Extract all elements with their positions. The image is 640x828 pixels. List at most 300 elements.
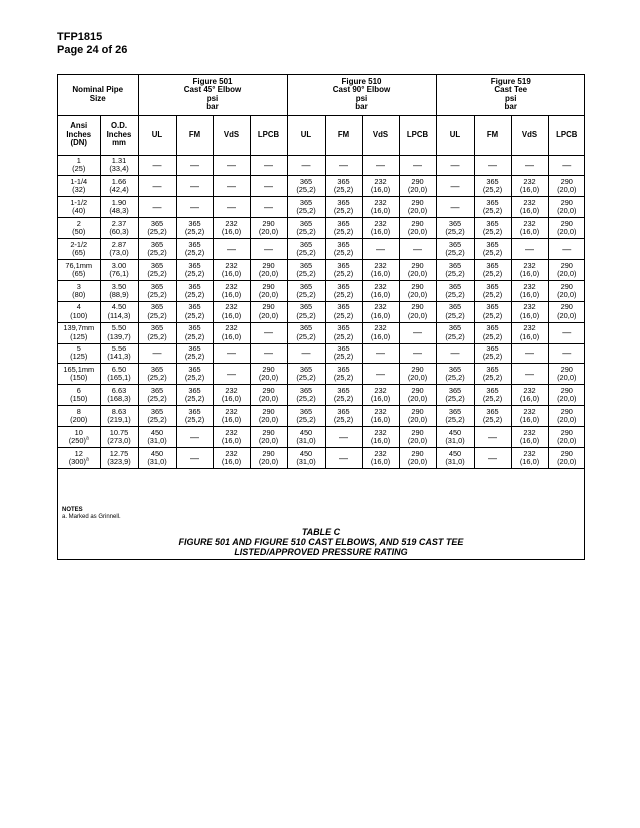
cell-line: 365 (486, 281, 499, 291)
cell-line: 365 (448, 406, 462, 416)
rating-cell (287, 364, 325, 385)
cell-line: (65) (72, 248, 86, 257)
cell-line: 232 (374, 302, 387, 312)
od-cell (100, 176, 138, 197)
figure-group-header (436, 75, 585, 115)
header-row-columns (58, 115, 585, 155)
rating-cell (362, 197, 399, 218)
cell-line: 290 (262, 406, 275, 416)
cell-line: 365 (188, 344, 201, 354)
cell-line: (25,2) (184, 248, 205, 257)
cell-line: (16,0) (370, 331, 391, 341)
rating-cell (399, 176, 436, 197)
cell-line: (16,0) (221, 268, 242, 278)
cell-line: 365 (448, 365, 462, 375)
cell-line: (25,2) (333, 331, 354, 341)
rating-cell: — (399, 155, 436, 176)
cell-line: 232 (523, 177, 536, 187)
cell-line: 365 (448, 281, 462, 291)
cell-line: (20,0) (557, 456, 577, 466)
cell-line: (20,0) (557, 373, 577, 383)
rating-cell (325, 301, 362, 322)
cell-line: (25,2) (482, 268, 503, 278)
approval-header: VdS (213, 115, 250, 155)
cell-line: (20,0) (407, 310, 428, 320)
cell-line: 365 (150, 386, 164, 396)
cell-line: 232 (225, 323, 238, 333)
rating-cell (287, 427, 325, 448)
cell-line: 232 (523, 218, 536, 228)
rating-cell (250, 259, 287, 280)
table-row (58, 343, 585, 364)
cell-line: 290 (411, 302, 424, 312)
cell-line: 3 (76, 281, 81, 291)
cell-line: (25,2) (445, 415, 465, 425)
rating-cell (362, 259, 399, 280)
cell-line: (25,2) (296, 185, 316, 195)
cell-line: 365 (486, 386, 499, 396)
rating-cell: — (511, 155, 548, 176)
footnote-marker: a (85, 435, 89, 442)
rating-cell (474, 259, 511, 280)
cell-line: (25,2) (296, 310, 316, 320)
rating-cell (325, 343, 362, 364)
cell-line: (273,0) (107, 436, 131, 446)
cell-line: 365 (337, 365, 350, 375)
table-caption (58, 527, 584, 557)
cell-line: (16,0) (519, 394, 540, 404)
cell-line: 6.50 (111, 365, 127, 375)
cell-line: (25,2) (184, 289, 205, 299)
rating-cell (213, 280, 250, 301)
approval-header: LPCB (250, 115, 287, 155)
table-row (58, 239, 585, 260)
cell-line: 365 (337, 344, 350, 354)
cell-line: 450 (448, 427, 462, 437)
ansi-size-cell (58, 155, 100, 176)
cell-line: 232 (225, 427, 238, 437)
rating-cell (213, 447, 250, 468)
cell-line: (20,0) (407, 394, 428, 404)
cell-line: (20,0) (557, 415, 577, 425)
footnote-marker: a (85, 456, 89, 463)
rating-cell (436, 385, 474, 406)
rating-cell (548, 197, 585, 218)
nominal-header-line: Size (89, 93, 106, 103)
cell-line: 232 (374, 427, 387, 437)
cell-line: (32) (72, 185, 86, 195)
cell-line: (25,2) (482, 185, 503, 195)
cell-line: 232 (225, 406, 238, 416)
cell-line: (16,0) (519, 289, 540, 299)
rating-cell (399, 427, 436, 448)
rating-cell (474, 322, 511, 343)
cell-line: 290 (560, 281, 573, 291)
rating-cell (250, 364, 287, 385)
cell-line: 365 (299, 302, 313, 312)
page-number: Page 24 of 26 (57, 44, 128, 56)
cell-line: 1.31 (111, 156, 127, 166)
cell-line: (16,0) (370, 415, 391, 425)
cell-line: 365 (486, 218, 499, 228)
od-cell (100, 280, 138, 301)
rating-cell (213, 385, 250, 406)
cell-line: (25,2) (147, 415, 167, 425)
cell-line: (25,2) (296, 289, 316, 299)
rating-cell (474, 301, 511, 322)
rating-cell (138, 280, 176, 301)
rating-cell (399, 385, 436, 406)
cell-line: 290 (411, 260, 424, 270)
figure-header-line: Cast 90° Elbow (332, 85, 391, 95)
cell-line: 365 (188, 386, 201, 396)
cell-line: (16,0) (519, 206, 540, 216)
rating-cell (213, 218, 250, 239)
cell-line: 5.50 (111, 323, 127, 333)
od-cell (100, 218, 138, 239)
rating-cell: — (548, 155, 585, 176)
cell-line: 2.37 (111, 218, 127, 228)
rating-cell (325, 385, 362, 406)
cell-line: (88,9) (109, 289, 129, 299)
cell-line: (20,0) (407, 373, 428, 383)
cell-line: (125) (70, 331, 88, 341)
figure-header-line: bar (504, 102, 517, 112)
cell-line: (20,0) (258, 289, 279, 299)
rating-cell (325, 322, 362, 343)
figure-header-line: Figure 501 (192, 76, 233, 86)
cell-line: 290 (262, 218, 275, 228)
rating-cell (436, 447, 474, 468)
cell-line: (25,2) (333, 185, 354, 195)
cell-line: 365 (150, 281, 164, 291)
rating-cell (250, 280, 287, 301)
approval-header: VdS (511, 115, 548, 155)
cell-line: 232 (374, 260, 387, 270)
cell-line: $(300)^a$ (68, 456, 89, 466)
rating-cell (548, 427, 585, 448)
cell-line: (20,0) (557, 268, 577, 278)
od-cell (100, 427, 138, 448)
cell-line: (20,0) (557, 289, 577, 299)
cell-line: 365 (150, 302, 164, 312)
rating-cell (325, 239, 362, 260)
cell-line: 1.66 (111, 177, 127, 187)
rating-cell: — (213, 155, 250, 176)
ansi-size-cell (58, 239, 100, 260)
rating-cell (474, 280, 511, 301)
rating-cell (138, 218, 176, 239)
cell-line: (20,0) (258, 373, 279, 383)
cell-line: (76,1) (109, 268, 129, 278)
rating-cell (287, 176, 325, 197)
cell-line: 290 (560, 177, 573, 187)
rating-cell: — (176, 155, 213, 176)
rating-cell (548, 259, 585, 280)
rating-cell (399, 406, 436, 427)
cell-line: (25,2) (482, 310, 503, 320)
rating-cell (213, 406, 250, 427)
od-cell (100, 155, 138, 176)
cell-line: 365 (486, 302, 499, 312)
rating-cell (436, 301, 474, 322)
cell-line: 290 (262, 365, 275, 375)
cell-line: 290 (262, 260, 275, 270)
cell-line: 232 (225, 386, 238, 396)
cell-line: 232 (225, 302, 238, 312)
cell-line: (25,2) (482, 373, 503, 383)
rating-cell (250, 427, 287, 448)
cell-line: (16,0) (221, 436, 242, 446)
cell-line: 5.56 (111, 344, 127, 354)
cell-line: 290 (560, 386, 573, 396)
cell-line: 1-1/4 (70, 177, 88, 187)
table-row (58, 301, 585, 322)
table-row (58, 280, 585, 301)
cell-line: (25,2) (296, 206, 316, 216)
cell-line: 1 (76, 156, 81, 166)
cell-line: (20,0) (407, 456, 428, 466)
rating-cell (399, 447, 436, 468)
figure-header-line: psi (355, 93, 368, 103)
rating-cell (474, 176, 511, 197)
cell-line: (16,0) (370, 268, 391, 278)
notes (62, 507, 121, 521)
rating-cell (511, 427, 548, 448)
cell-line: (20,0) (258, 394, 279, 404)
cell-line: 365 (188, 281, 201, 291)
cell-line: (25,2) (296, 248, 316, 257)
cell-line: (16,0) (370, 310, 391, 320)
rating-cell (548, 301, 585, 322)
cell-line: (16,0) (221, 415, 242, 425)
cell-line: 290 (262, 427, 275, 437)
cell-line: (16,0) (221, 310, 242, 320)
ansi-header-line: Ansi (70, 121, 88, 131)
ansi-size-cell (58, 301, 100, 322)
od-cell (100, 259, 138, 280)
rating-cell (250, 385, 287, 406)
cell-line: (25,2) (147, 289, 167, 299)
cell-line: (25,2) (296, 415, 316, 425)
rating-cell (325, 280, 362, 301)
caption-line: TABLE C (301, 527, 341, 537)
cell-line: $(250)^a$ (68, 435, 89, 446)
cell-line: 450 (150, 448, 164, 458)
ansi-size-cell (58, 197, 100, 218)
cell-line: (20,0) (258, 436, 279, 446)
cell-line: (25,2) (184, 352, 205, 362)
cell-line: (31,0) (147, 436, 167, 446)
cell-line: 232 (523, 406, 536, 416)
rating-cell (213, 301, 250, 322)
rating-cell (325, 259, 362, 280)
cell-line: 365 (448, 302, 462, 312)
cell-line: (16,0) (221, 227, 242, 237)
rating-cell: — (250, 176, 287, 197)
cell-line: 10 (74, 427, 83, 437)
caption-line: LISTED/APPROVED PRESSURE RATING (234, 547, 408, 557)
cell-line: (16,0) (221, 394, 242, 404)
rating-cell: — (325, 155, 362, 176)
cell-line: (16,0) (519, 331, 540, 341)
rating-cell: — (511, 364, 548, 385)
rating-cell: — (138, 197, 176, 218)
cell-line: 290 (560, 448, 573, 458)
rating-cell (176, 218, 213, 239)
cell-line: (323,9) (107, 456, 131, 466)
cell-line: 232 (225, 218, 238, 228)
cell-line: 365 (486, 239, 499, 249)
cell-line: (16,0) (370, 456, 391, 466)
rating-cell (176, 406, 213, 427)
cell-line: (20,0) (557, 206, 577, 216)
cell-line: (25,2) (296, 394, 316, 404)
cell-line: 76,1mm (65, 260, 93, 270)
rating-cell (511, 301, 548, 322)
rating-cell (362, 322, 399, 343)
cell-line: (16,0) (519, 227, 540, 237)
ansi-size-cell (58, 364, 100, 385)
rating-cell (474, 218, 511, 239)
cell-line: 3.50 (111, 281, 127, 291)
cell-line: 365 (337, 406, 350, 416)
cell-line: 290 (411, 177, 424, 187)
rating-cell: — (176, 447, 213, 468)
cell-line: (16,0) (370, 227, 391, 237)
cell-line: 1.90 (111, 198, 127, 208)
cell-line: 290 (411, 365, 424, 375)
table-row (58, 197, 585, 218)
cell-line: (25,2) (482, 227, 503, 237)
cell-line: (16,0) (221, 331, 242, 341)
cell-line: (16,0) (519, 415, 540, 425)
cell-line: 232 (225, 448, 238, 458)
rating-cell: — (213, 176, 250, 197)
cell-line: (25,2) (147, 394, 167, 404)
rating-cell: — (287, 343, 325, 364)
rating-cell (474, 239, 511, 260)
ansi-header-line: (DN) (70, 138, 87, 148)
rating-cell: — (362, 364, 399, 385)
cell-line: (42,4) (109, 185, 129, 195)
cell-line: (25,2) (296, 227, 316, 237)
approval-header: UL (138, 115, 176, 155)
rating-cell (176, 259, 213, 280)
rating-cell (138, 364, 176, 385)
figure-group-header (287, 75, 436, 115)
cell-line: 365 (188, 323, 201, 333)
cell-line: (20,0) (407, 415, 428, 425)
cell-line: 290 (262, 281, 275, 291)
rating-cell (362, 218, 399, 239)
rating-cell: — (138, 343, 176, 364)
cell-line: 232 (225, 281, 238, 291)
cell-line: 365 (299, 239, 313, 249)
od-header (100, 115, 138, 155)
cell-line: 290 (411, 386, 424, 396)
rating-cell (138, 301, 176, 322)
rating-cell (548, 176, 585, 197)
rating-cell: — (474, 155, 511, 176)
nominal-header-line: Nominal Pipe (72, 85, 124, 95)
approval-header: FM (176, 115, 213, 155)
od-cell (100, 364, 138, 385)
cell-line: 10.75 (109, 427, 129, 437)
rating-cell (362, 301, 399, 322)
rating-cell (436, 239, 474, 260)
cell-line: 290 (411, 218, 424, 228)
od-header-line: Inches (106, 129, 132, 139)
cell-line: (25,2) (333, 248, 354, 257)
rating-cell (362, 280, 399, 301)
cell-line: (25,2) (482, 248, 503, 257)
rating-cell: — (250, 239, 287, 260)
cell-line: (25,2) (184, 310, 205, 320)
cell-line: 365 (150, 406, 164, 416)
cell-line: 365 (299, 365, 313, 375)
cell-line: 450 (299, 427, 313, 437)
cell-line: 290 (262, 302, 275, 312)
table-row (58, 176, 585, 197)
cell-line: (25,2) (333, 310, 354, 320)
cell-line: 232 (225, 260, 238, 270)
cell-line: 290 (560, 198, 573, 208)
rating-cell (138, 427, 176, 448)
cell-line: 365 (299, 406, 313, 416)
cell-line: 365 (150, 323, 164, 333)
rating-cell (436, 322, 474, 343)
table-row (58, 447, 585, 468)
rating-cell: — (436, 176, 474, 197)
cell-line: 1-1/2 (70, 198, 88, 208)
cell-line: 365 (337, 281, 350, 291)
cell-line: 365 (486, 260, 499, 270)
rating-cell (362, 385, 399, 406)
rating-cell (511, 280, 548, 301)
cell-line: 232 (523, 302, 536, 312)
cell-line: (80) (72, 289, 86, 299)
figure-header-line: Figure 510 (341, 76, 382, 86)
cell-line: 290 (560, 218, 573, 228)
cell-line: 365 (150, 218, 164, 228)
cell-line: 450 (150, 427, 164, 437)
rating-cell: — (436, 155, 474, 176)
pressure-rating-table (58, 75, 585, 469)
cell-line: (25,2) (184, 415, 205, 425)
rating-cell (138, 239, 176, 260)
od-cell (100, 239, 138, 260)
rating-cell: — (474, 427, 511, 448)
cell-line: (16,0) (519, 456, 540, 466)
rating-cell: — (399, 322, 436, 343)
rating-cell (399, 218, 436, 239)
approval-header: LPCB (399, 115, 436, 155)
cell-line: 290 (560, 302, 573, 312)
rating-cell (399, 301, 436, 322)
rating-cell (250, 447, 287, 468)
rating-cell (325, 218, 362, 239)
cell-line: (20,0) (407, 227, 428, 237)
figure-header-line: psi (504, 93, 517, 103)
figure-header-line: bar (206, 102, 219, 112)
rating-cell (287, 239, 325, 260)
rating-cell (138, 406, 176, 427)
od-cell (100, 197, 138, 218)
rating-cell (548, 280, 585, 301)
cell-line: (16,0) (370, 289, 391, 299)
cell-line: (25,2) (333, 373, 354, 383)
